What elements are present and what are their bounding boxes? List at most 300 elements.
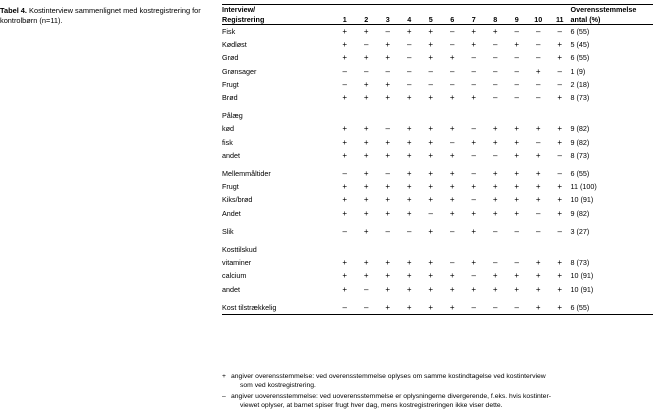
agreement-mark: +	[363, 169, 369, 179]
agreement-mark: –	[536, 93, 541, 103]
agreement-mark: –	[364, 284, 369, 294]
agreement-mark: +	[363, 150, 369, 160]
agreement-mark: +	[363, 53, 369, 63]
table-row	[222, 301, 653, 315]
agreement-mark: –	[471, 150, 476, 160]
agreement-total: 10 (91)	[570, 195, 594, 205]
row-label: Brød	[222, 93, 238, 103]
agreement-total: 10 (91)	[570, 284, 594, 294]
agreement-mark: –	[385, 27, 390, 36]
agreement-mark: +	[342, 40, 348, 50]
column-header-7: 7	[463, 5, 485, 25]
agreement-mark: +	[557, 93, 563, 103]
agreement-mark: –	[407, 66, 412, 76]
group-header-empty-cell	[549, 243, 571, 256]
group-header-empty-cell	[528, 109, 550, 122]
agreement-mark: +	[535, 195, 541, 205]
agreement-mark: +	[385, 208, 391, 218]
column-header-3: 3	[377, 5, 399, 25]
group-header-empty-cell	[506, 243, 528, 256]
agreement-mark: –	[557, 79, 562, 89]
column-header-10: 10	[528, 5, 550, 25]
row-label: Grød	[222, 53, 239, 63]
agreement-mark: +	[399, 301, 421, 315]
agreement-mark: +	[406, 208, 412, 218]
agreement-mark: +	[406, 124, 412, 134]
agreement-mark: +	[385, 53, 391, 63]
agreement-mark: –	[385, 66, 390, 76]
column-header-4: 4	[399, 5, 421, 25]
column-header-category-line2: Registrering	[222, 14, 265, 24]
agreement-mark: +	[535, 258, 541, 268]
agreement-total: 8 (73)	[570, 150, 590, 160]
agreement-mark: +	[342, 53, 348, 63]
table-group-header-row	[222, 109, 653, 122]
group-header-empty-cell	[463, 243, 485, 256]
agreement-mark: +	[342, 284, 348, 294]
group-header-empty-cell	[377, 243, 399, 256]
agreement-mark: +	[449, 124, 455, 134]
group-header-empty-cell	[420, 243, 442, 256]
table-body	[222, 25, 653, 315]
agreement-mark: +	[342, 124, 348, 134]
agreement-mark: +	[557, 195, 563, 205]
table-row	[222, 207, 653, 220]
row-label: Fisk	[222, 27, 236, 36]
agreement-mark: –	[450, 258, 455, 268]
agreement-mark: –	[342, 226, 347, 236]
agreement-mark: +	[428, 27, 434, 36]
column-header-6: 6	[442, 5, 464, 25]
agreement-mark: +	[492, 27, 498, 36]
agreement-mark: –	[493, 40, 498, 50]
agreement-mark: –	[485, 301, 507, 315]
agreement-mark: +	[492, 124, 498, 134]
agreement-mark: –	[450, 40, 455, 50]
agreement-mark: –	[493, 79, 498, 89]
agreement-mark: –	[334, 301, 356, 315]
footnote-minus-line2: viewet oplyser, at barnet spiser frugt hver dag, mens kostregistreringen ikke viser dette.	[240, 401, 503, 409]
agreement-total: 10 (91)	[570, 271, 594, 281]
agreement-mark: +	[492, 195, 498, 205]
agreement-mark: +	[342, 182, 348, 192]
agreement-total: 3 (27)	[570, 226, 590, 236]
table-row	[222, 193, 653, 206]
agreement-mark: +	[406, 137, 412, 147]
agreement-mark: +	[471, 137, 477, 147]
table-row	[222, 225, 653, 238]
agreement-mark: +	[342, 27, 348, 36]
agreement-mark: +	[428, 271, 434, 281]
row-label: vitaminer	[222, 258, 252, 268]
agreement-mark: –	[471, 169, 476, 179]
agreement-mark: +	[406, 93, 412, 103]
agreement-mark: +	[492, 208, 498, 218]
agreement-mark: +	[363, 208, 369, 218]
agreement-mark: +	[342, 137, 348, 147]
table-row	[222, 167, 653, 180]
group-header-empty-cell	[356, 243, 378, 256]
group-header-empty-cell	[549, 109, 571, 122]
agreement-mark: +	[385, 40, 391, 50]
agreement-mark: –	[514, 27, 519, 36]
agreement-mark: –	[463, 301, 485, 315]
agreement-mark: +	[428, 284, 434, 294]
row-label: kød	[222, 124, 234, 134]
agreement-mark: +	[342, 195, 348, 205]
row-label: Kødløst	[222, 40, 247, 50]
column-header-category	[222, 5, 334, 25]
agreement-total: 6 (55)	[571, 301, 653, 315]
agreement-mark: +	[363, 258, 369, 268]
footnote-minus	[222, 392, 653, 411]
agreement-mark: +	[406, 182, 412, 192]
agreement-mark: +	[385, 79, 391, 89]
agreement-mark: +	[492, 284, 498, 294]
footnote-plus-symbol: +	[222, 373, 226, 380]
row-label: Mellemmåltider	[222, 169, 271, 179]
group-header-empty-cell	[571, 243, 653, 256]
agreement-mark: +	[406, 271, 412, 281]
agreement-mark: +	[428, 93, 434, 103]
agreement-mark: +	[363, 182, 369, 192]
group-header-empty-cell	[334, 109, 356, 122]
agreement-mark: +	[557, 258, 563, 268]
agreement-total: 6 (55)	[570, 169, 590, 179]
agreement-total: 8 (73)	[570, 93, 590, 103]
agreement-mark: +	[363, 271, 369, 281]
agreement-mark: –	[450, 226, 455, 236]
agreement-mark: –	[557, 150, 562, 160]
agreement-total: 9 (82)	[570, 208, 590, 218]
agreement-mark: –	[428, 208, 433, 218]
row-label: Slik	[222, 226, 234, 236]
agreement-mark: –	[557, 169, 562, 179]
column-header-5: 5	[420, 5, 442, 25]
agreement-mark: +	[342, 208, 348, 218]
agreement-mark: +	[514, 137, 520, 147]
caption-label: Tabel 4.	[0, 6, 27, 15]
agreement-mark: +	[406, 169, 412, 179]
agreement-mark: +	[428, 169, 434, 179]
agreement-mark: –	[514, 93, 519, 103]
agreement-mark: +	[342, 150, 348, 160]
agreement-mark: –	[471, 53, 476, 63]
row-label: Grønsager	[222, 66, 257, 76]
agreement-mark: +	[406, 258, 412, 268]
row-label: Kost tilstrækkelig	[222, 301, 334, 315]
agreement-mark: +	[363, 195, 369, 205]
agreement-mark: +	[428, 182, 434, 192]
column-header-2: 2	[356, 5, 378, 25]
group-header-empty-cell	[463, 109, 485, 122]
agreement-mark: +	[492, 182, 498, 192]
agreement-mark: +	[449, 93, 455, 103]
agreement-mark: –	[356, 301, 378, 315]
table-row	[222, 283, 653, 296]
group-header-empty-cell	[528, 243, 550, 256]
agreement-mark: +	[363, 93, 369, 103]
agreement-mark: +	[557, 124, 563, 134]
table-row	[222, 65, 653, 78]
agreement-mark: –	[364, 66, 369, 76]
agreement-total: 5 (45)	[570, 40, 590, 50]
agreement-mark: +	[363, 79, 369, 89]
group-header-empty-cell	[334, 243, 356, 256]
table-container	[222, 4, 653, 315]
agreement-total: 6 (55)	[570, 27, 590, 36]
agreement-mark: +	[428, 226, 434, 236]
agreement-total: 11 (100)	[570, 182, 597, 192]
agreement-total: 2 (18)	[570, 79, 590, 89]
agreement-mark: –	[493, 226, 498, 236]
column-header-9: 9	[506, 5, 528, 25]
agreement-mark: +	[492, 271, 498, 281]
agreement-mark: +	[428, 150, 434, 160]
column-header-agreement-line1: Overensstemmelse	[570, 5, 637, 14]
agreement-mark: +	[363, 137, 369, 147]
agreement-mark: +	[557, 182, 563, 192]
agreement-mark: –	[407, 40, 412, 50]
agreement-mark: –	[493, 93, 498, 103]
agreement-mark: +	[428, 53, 434, 63]
agreement-mark: +	[449, 208, 455, 218]
agreement-mark: –	[536, 53, 541, 63]
agreement-mark: –	[506, 301, 528, 315]
agreement-mark: +	[514, 271, 520, 281]
agreement-mark: +	[557, 208, 563, 218]
agreement-mark: –	[450, 27, 455, 36]
table-row	[222, 149, 653, 162]
group-header-empty-cell	[506, 109, 528, 122]
agreement-mark: –	[428, 79, 433, 89]
agreement-mark: –	[514, 226, 519, 236]
agreement-mark: –	[536, 27, 541, 36]
agreement-mark: +	[449, 284, 455, 294]
agreement-mark: –	[514, 66, 519, 76]
agreement-mark: +	[514, 208, 520, 218]
agreement-mark: +	[471, 182, 477, 192]
agreement-mark: +	[449, 150, 455, 160]
agreement-mark: +	[428, 258, 434, 268]
agreement-mark: +	[385, 137, 391, 147]
agreement-mark: +	[385, 271, 391, 281]
group-title: Kosttilskud	[222, 245, 257, 255]
agreement-mark: –	[471, 271, 476, 281]
agreement-mark: +	[420, 301, 442, 315]
agreement-mark: –	[428, 66, 433, 76]
agreement-mark: –	[450, 66, 455, 76]
agreement-mark: +	[514, 182, 520, 192]
agreement-mark: +	[471, 258, 477, 268]
table-row	[222, 180, 653, 193]
footnote-minus-line1: angiver uoverensstemmelse: ved uoverensstemmelse er oplysningerne divergerende, f.eks. hvis kostinter-	[231, 392, 551, 400]
caption-text: Kostinterview sammenlignet med kostregistrering for kontrolbørn (n=11).	[0, 6, 201, 25]
agreement-total: 1 (9)	[570, 66, 586, 76]
agreement-mark: +	[442, 301, 464, 315]
agreement-mark: –	[493, 53, 498, 63]
footnote-minus-text	[231, 392, 653, 411]
agreement-mark: +	[535, 284, 541, 294]
agreement-mark: +	[535, 271, 541, 281]
agreement-mark: –	[471, 124, 476, 134]
agreement-mark: +	[471, 27, 477, 36]
agreement-mark: –	[342, 79, 347, 89]
footnote-minus-symbol: –	[222, 392, 226, 400]
agreement-mark: –	[557, 27, 562, 36]
footnote-plus	[222, 372, 653, 391]
table-row	[222, 51, 653, 64]
agreement-mark: –	[407, 53, 412, 63]
agreement-mark: +	[549, 301, 571, 315]
table-caption	[0, 6, 205, 26]
row-label: andet	[222, 150, 240, 160]
agreement-mark: –	[342, 169, 347, 179]
agreement-mark: +	[471, 40, 477, 50]
agreement-mark: –	[557, 66, 562, 76]
agreement-mark: –	[407, 226, 412, 236]
agreement-mark: +	[557, 284, 563, 294]
agreement-mark: +	[385, 182, 391, 192]
agreement-mark: –	[342, 66, 347, 76]
agreement-total: 6 (55)	[570, 53, 590, 63]
agreement-mark: +	[492, 137, 498, 147]
agreement-mark: +	[449, 53, 455, 63]
column-header-1: 1	[334, 5, 356, 25]
agreement-mark: +	[471, 284, 477, 294]
footnotes	[222, 372, 653, 411]
agreement-mark: +	[514, 40, 520, 50]
agreement-mark: –	[493, 66, 498, 76]
agreement-mark: –	[471, 79, 476, 89]
agreement-mark: +	[535, 124, 541, 134]
agreement-mark: –	[536, 40, 541, 50]
agreement-mark: –	[536, 226, 541, 236]
row-label: Kiks/brød	[222, 195, 253, 205]
agreement-mark: +	[363, 226, 369, 236]
agreement-mark: +	[342, 93, 348, 103]
agreement-mark: –	[493, 258, 498, 268]
column-header-category-line1: Interview/	[222, 5, 256, 14]
agreement-mark: +	[557, 53, 563, 63]
group-title: Pålæg	[222, 111, 243, 121]
agreement-mark: +	[449, 271, 455, 281]
agreement-mark: –	[493, 150, 498, 160]
row-label: fisk	[222, 137, 233, 147]
agreement-mark: –	[514, 53, 519, 63]
group-header-empty-cell	[485, 109, 507, 122]
row-label: Frugt	[222, 182, 239, 192]
table-row	[222, 269, 653, 282]
agreement-mark: +	[471, 226, 477, 236]
footnote-plus-text	[231, 372, 653, 391]
agreement-mark: +	[385, 195, 391, 205]
agreement-mark: +	[406, 195, 412, 205]
group-header-empty-cell	[442, 243, 464, 256]
agreement-mark: +	[528, 301, 550, 315]
agreement-mark: +	[535, 169, 541, 179]
agreement-mark: +	[449, 169, 455, 179]
group-header-empty-cell	[399, 109, 421, 122]
agreement-mark: +	[342, 271, 348, 281]
agreement-mark: +	[428, 137, 434, 147]
agreement-mark: +	[492, 169, 498, 179]
table-header	[222, 5, 653, 25]
agreement-mark: –	[471, 195, 476, 205]
agreement-mark: +	[535, 66, 541, 76]
group-header-empty-cell	[420, 109, 442, 122]
row-label: andet	[222, 284, 240, 294]
table-group-header-row	[222, 243, 653, 256]
agreement-mark: –	[536, 137, 541, 147]
agreement-mark: +	[449, 195, 455, 205]
agreement-mark: +	[363, 124, 369, 134]
column-header-11: 11	[549, 5, 571, 25]
agreement-total: 9 (82)	[570, 137, 590, 147]
table-row	[222, 256, 653, 269]
agreement-mark: –	[364, 40, 369, 50]
table-row	[222, 122, 653, 135]
agreement-mark: –	[385, 226, 390, 236]
agreement-mark: +	[471, 208, 477, 218]
agreement-mark: +	[535, 150, 541, 160]
agreement-mark: +	[557, 137, 563, 147]
agreement-mark: +	[363, 27, 369, 36]
group-header-empty-cell	[399, 243, 421, 256]
agreement-mark: –	[407, 79, 412, 89]
column-header-agreement-line2: antal (%)	[570, 14, 601, 24]
group-header-empty-cell	[571, 109, 653, 122]
agreement-mark: +	[535, 182, 541, 192]
table-row	[222, 25, 653, 39]
agreement-mark: +	[406, 27, 412, 36]
group-header-empty-cell	[356, 109, 378, 122]
column-header-agreement	[571, 5, 653, 25]
agreement-mark: +	[449, 182, 455, 192]
agreement-mark: +	[514, 195, 520, 205]
comparison-table	[222, 4, 653, 315]
table-row	[222, 136, 653, 149]
agreement-mark: –	[450, 137, 455, 147]
agreement-mark: +	[514, 150, 520, 160]
agreement-mark: –	[385, 124, 390, 134]
row-label: calcium	[222, 271, 247, 281]
agreement-mark: +	[428, 195, 434, 205]
agreement-mark: –	[514, 79, 519, 89]
agreement-mark: +	[385, 93, 391, 103]
agreement-mark: +	[428, 40, 434, 50]
agreement-mark: +	[406, 150, 412, 160]
agreement-mark: +	[514, 124, 520, 134]
agreement-mark: –	[557, 226, 562, 236]
agreement-mark: +	[514, 169, 520, 179]
table-header-row	[222, 5, 653, 25]
column-header-8: 8	[485, 5, 507, 25]
group-header-empty-cell	[485, 243, 507, 256]
agreement-mark: +	[514, 284, 520, 294]
agreement-mark: –	[536, 208, 541, 218]
agreement-mark: +	[406, 284, 412, 294]
agreement-mark: +	[377, 301, 399, 315]
agreement-mark: –	[514, 258, 519, 268]
table-row	[222, 38, 653, 51]
agreement-mark: +	[428, 124, 434, 134]
agreement-mark: –	[450, 79, 455, 89]
footnote-plus-line1: angiver overensstemmelse: ved overensstemmelse oplyses om samme kostindtagelse ved kostinterview	[231, 373, 546, 380]
agreement-mark: +	[557, 40, 563, 50]
group-header-empty-cell	[377, 109, 399, 122]
agreement-mark: +	[557, 271, 563, 281]
